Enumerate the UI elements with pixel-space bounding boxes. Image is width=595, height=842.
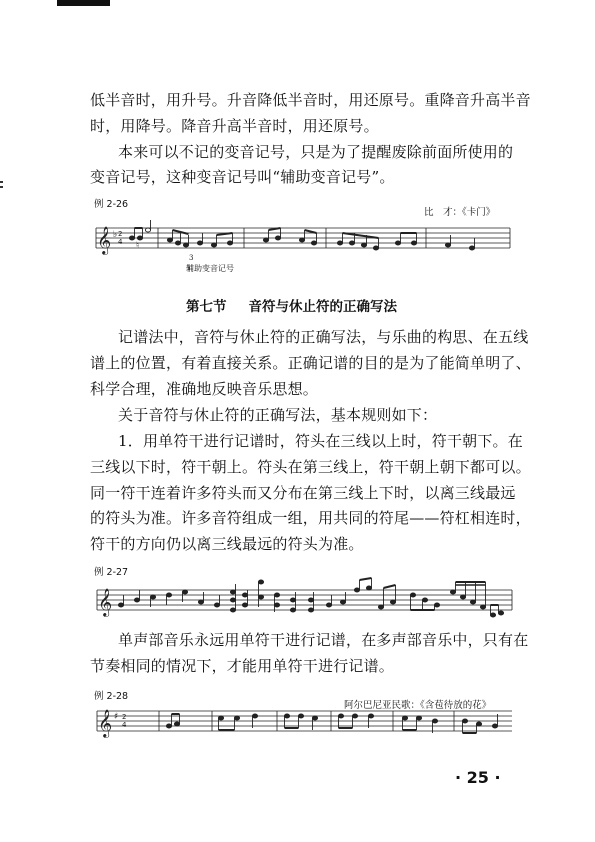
example-attribution: 阿尔巴尼亚民歌：《含苞待放的花》 [344,700,492,711]
svg-text:♯: ♯ [114,712,119,722]
svg-text:2: 2 [118,230,123,238]
paragraph-line: 的符头为准。许多音符组成一组，用共同的符尾——符杠相连时， [90,509,531,527]
paragraph-line: 低半音时，用升号。升音降低半音时，用还原号。重降音升高半音 [90,91,531,109]
example-annotation: 辅助变音记号 [186,264,234,273]
scan-edge-mark [0,186,3,188]
paragraph-line: 节奏相同的情况下，才能用单符干进行记谱。 [90,657,395,675]
paragraph-line: 变音记号，这种变音记号叫“辅助变音记号”。 [90,168,395,186]
scan-top-bar [57,0,110,6]
paragraph-line: 符干的方向仍以离三线最远的符头为准。 [90,535,364,553]
svg-text:3: 3 [189,254,194,262]
music-staff-2-28 [97,708,517,748]
svg-text:2: 2 [122,713,127,721]
scan-edge-mark [0,181,3,183]
svg-text:♮: ♮ [136,241,140,251]
section-title: 音符与休止符的正确写法 [248,299,397,315]
svg-text:4: 4 [118,238,123,246]
paragraph-line: 谱上的位置，有着直接关系。正确记谱的目的是为了能简单明了、 [90,354,531,372]
music-staff-2-27 [97,580,517,630]
example-label: 例 2-26 [94,199,129,210]
paragraph-line: 记谱法中，音符与休止符的正确写法，与乐曲的构思、在五线 [118,328,529,346]
paragraph-line: 科学合理，准确地反映音乐思想。 [90,380,319,398]
example-label: 例 2-28 [94,691,129,702]
music-staff-2-26 [96,222,516,272]
example-attribution: 比 才：《卡门》 [424,207,496,218]
example-label: 例 2-27 [94,567,129,578]
section-number: 第七节 [186,299,227,315]
paragraph-line: 本来可以不记的变音记号，只是为了提醒废除前面所使用的 [118,143,514,161]
treble-clef-icon: 𝄞 [98,709,113,737]
paragraph-line: 关于音符与休止符的正确写法，基本规则如下： [118,406,438,424]
treble-clef-icon: 𝄞 [98,588,113,616]
section-heading [186,295,397,315]
treble-clef-icon: 𝄞 [97,226,112,254]
svg-text:♭: ♭ [113,230,118,240]
paragraph-line: 单声部音乐永远用单符干进行记谱，在多声部音乐中，只有在 [118,631,529,649]
svg-text:4: 4 [122,721,127,729]
paragraph-line: 1．用单符干进行记谱时，符头在三线以上时，符干朝下。在 [118,432,523,450]
page-number: · 25 · [455,768,501,787]
paragraph-line: 同一符干连着许多符头而又分布在第三线上下时，以离三线最远 [90,484,516,502]
paragraph-line: 三线以下时，符干朝上。符头在第三线上，符干朝上朝下都可以。 [90,458,531,476]
paragraph-line: 时，用降号。降音升高半音时，用还原号。 [90,117,379,135]
